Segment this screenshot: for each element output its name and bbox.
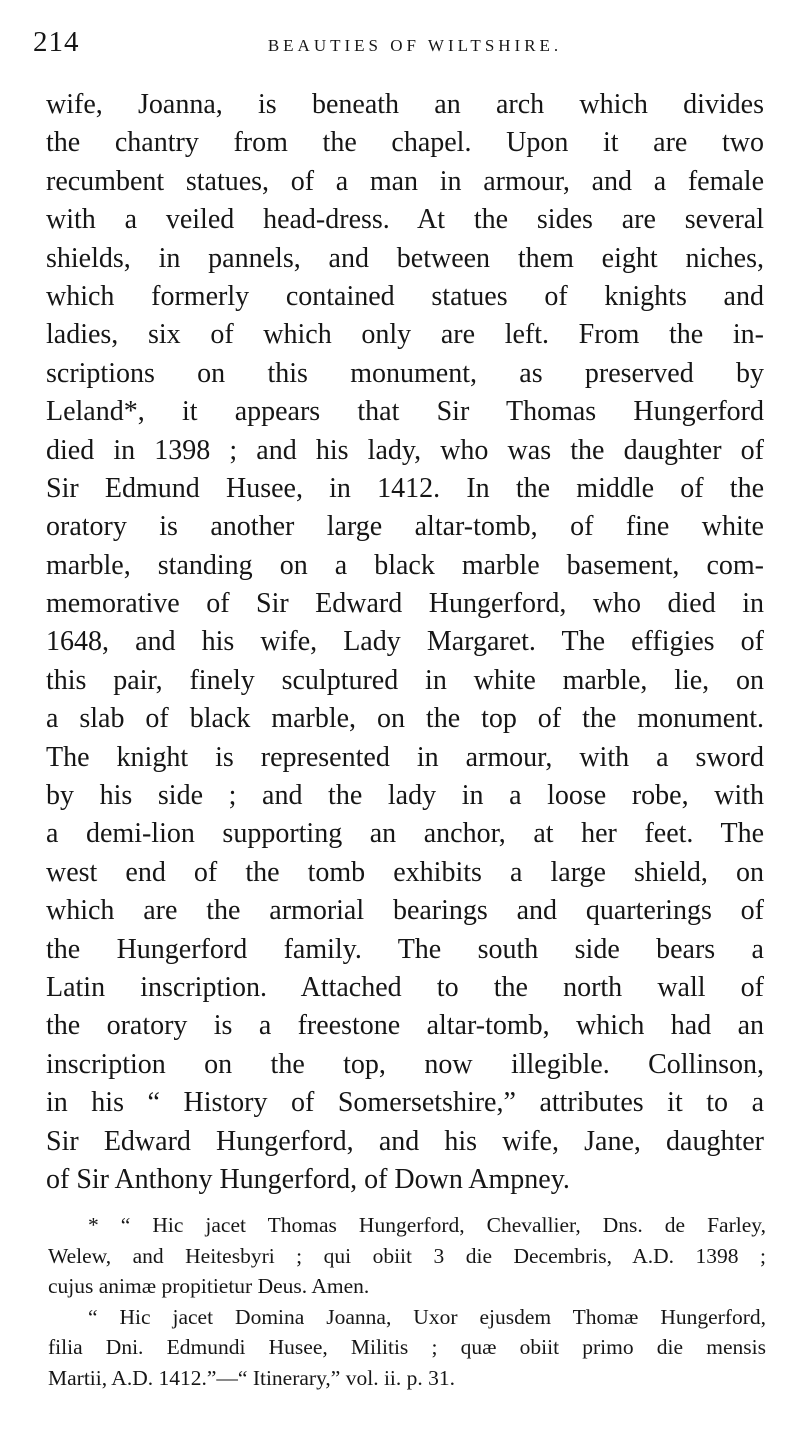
body-line: the chantry from the chapel. Upon it are two xyxy=(46,127,764,159)
body-line: which formerly contained statues of knights and xyxy=(46,280,764,312)
footnote-line: cujus animæ propitietur Deus. Amen. xyxy=(48,1274,370,1298)
page-header xyxy=(33,24,767,64)
body-line: of Sir Anthony Hungerford, of Down Ampney. xyxy=(46,1163,570,1195)
body-line: oratory is another large altar-tomb, of fine white xyxy=(46,511,764,543)
body-line: died in 1398 ; and his lady, who was the daughter of xyxy=(46,434,764,466)
body-line: Sir Edward Hungerford, and his wife, Jane, daughter xyxy=(46,1125,764,1157)
body-line: 1648, and his wife, Lady Margaret. The effigies of xyxy=(46,626,764,658)
footnote-line: Martii, A.D. 1412.”—“ Itinerary,” vol. ii. p. 31. xyxy=(48,1365,456,1390)
body-line: The knight is represented in armour, with a sword xyxy=(46,741,764,773)
body-line: Latin inscription. Attached to the north wall of xyxy=(46,971,764,1003)
body-line: the Hungerford family. The south side bears a xyxy=(46,933,764,965)
body-line: shields, in pannels, and between them eight niches, xyxy=(46,242,764,274)
body-line: recumbent statues, of a man in armour, and a female xyxy=(46,165,764,197)
body-line: inscription on the top, now illegible. Collinson, xyxy=(46,1048,764,1080)
body-line: which are the armorial bearings and quarterings of xyxy=(46,895,764,927)
body-line: this pair, finely sculptured in white marble, lie, on xyxy=(46,664,764,696)
footnote xyxy=(48,1210,766,1393)
body-line: a slab of black marble, on the top of the monument. xyxy=(46,703,764,735)
body-text xyxy=(46,86,764,1199)
body-line: a demi-lion supporting an anchor, at her feet. The xyxy=(46,818,764,850)
running-title: BEAUTIES OF WILTSHIRE. xyxy=(267,36,563,55)
body-line: by his side ; and the lady in a loose robe, with xyxy=(46,780,764,812)
body-line: marble, standing on a black marble basement, com- xyxy=(46,549,764,581)
body-line: Leland*, it appears that Sir Thomas Hungerford xyxy=(46,396,764,428)
footnote-line: “ Hic jacet Domina Joanna, Uxor ejusdem Thomæ Hungerford, xyxy=(88,1304,766,1329)
body-line: wife, Joanna, is beneath an arch which divides xyxy=(46,89,764,120)
body-line: the oratory is a freestone altar-tomb, which had an xyxy=(46,1010,764,1042)
body-line: west end of the tomb exhibits a large shield, on xyxy=(46,856,764,888)
footnote-line: filia Dni. Edmundi Husee, Militis ; quæ obiit primo die mensis xyxy=(48,1335,766,1359)
footnote-line: Welew, and Heitesbyri ; qui obiit 3 die Decembris, A.D. 1398 ; xyxy=(48,1243,766,1268)
body-line: Sir Edmund Husee, in 1412. In the middle of the xyxy=(46,472,764,504)
body-line: scriptions on this monument, as preserved by xyxy=(46,357,764,389)
footnote-line: * “ Hic jacet Thomas Hungerford, Chevallier, Dns. de Farley, xyxy=(88,1213,766,1237)
body-line: with a veiled head-dress. At the sides are several xyxy=(46,204,764,236)
body-line: memorative of Sir Edward Hungerford, who died in xyxy=(46,588,764,620)
body-line: in his “ History of Somersetshire,” attributes it to a xyxy=(46,1087,764,1119)
page-number: 214 xyxy=(33,26,80,58)
body-line: ladies, six of which only are left. From the in- xyxy=(46,319,764,351)
